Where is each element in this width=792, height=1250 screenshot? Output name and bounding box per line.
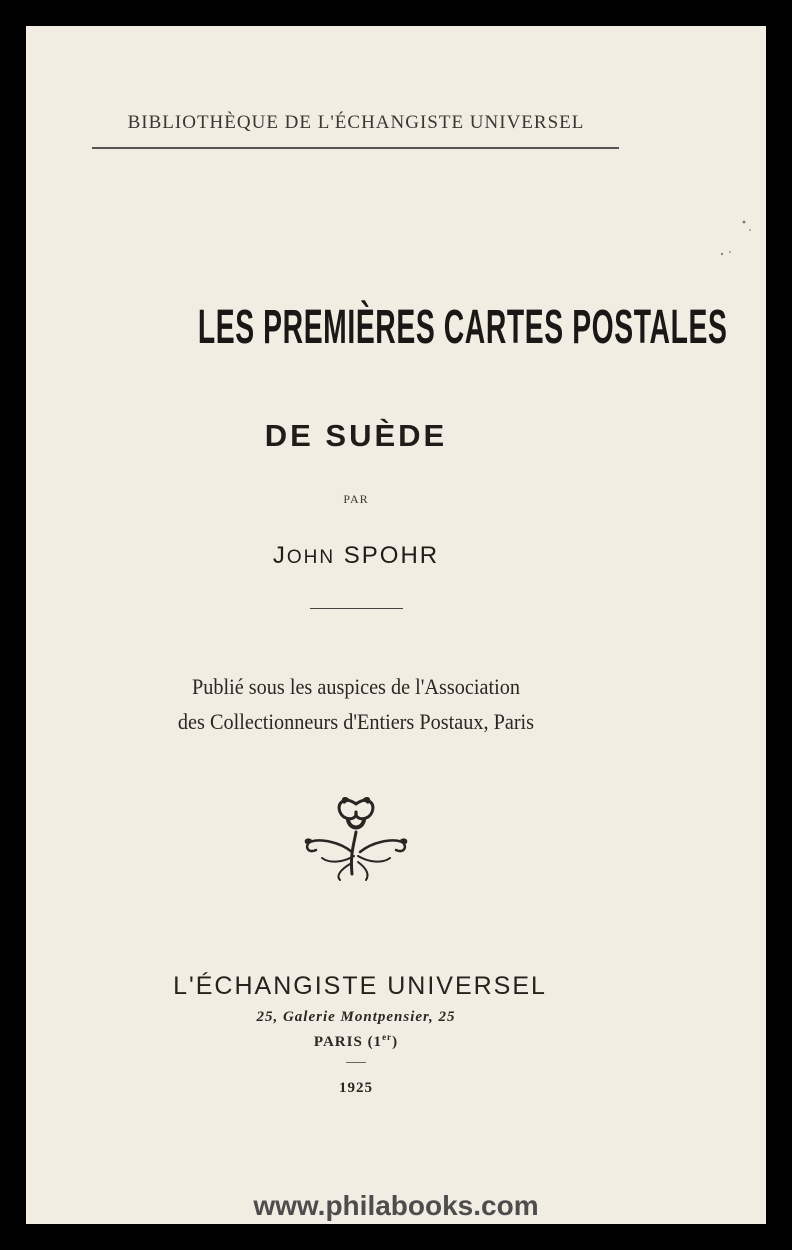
publisher-city-text: PARIS (1 bbox=[313, 1034, 383, 1050]
floral-ornament-icon bbox=[300, 792, 412, 882]
author-last-name: SPOHR bbox=[343, 542, 440, 569]
series-heading: BIBLIOTHÈQUE DE L'ÉCHANGISTE UNIVERSEL bbox=[127, 112, 585, 133]
publisher-city-close: ) bbox=[392, 1034, 399, 1050]
publication-note-line-1: Publié sous les auspices de l'Association bbox=[191, 674, 521, 699]
publication-note-line-2: des Collectionneurs d'Entiers Postaux, Paris bbox=[177, 709, 535, 734]
publisher-city bbox=[200, 1032, 512, 1051]
main-title: LES PREMIÈRES CARTES POSTALES bbox=[197, 301, 728, 354]
year-divider bbox=[346, 1062, 366, 1063]
paper-specks bbox=[700, 214, 760, 264]
publisher-arrondissement: er bbox=[382, 1032, 393, 1042]
watermark-url: www.philabooks.com bbox=[253, 1190, 539, 1221]
author-name bbox=[150, 542, 562, 570]
by-label: PAR bbox=[343, 492, 369, 506]
publication-year: 1925 bbox=[339, 1080, 373, 1096]
author-divider bbox=[310, 608, 403, 609]
publisher-name: L'ÉCHANGISTE UNIVERSEL bbox=[173, 972, 547, 1000]
publisher-address: 25, Galerie Montpensier, 25 bbox=[256, 1009, 456, 1025]
subtitle: DE SUÈDE bbox=[264, 418, 448, 453]
series-divider bbox=[92, 147, 619, 149]
author-first-initial: J bbox=[272, 542, 287, 569]
author-first-rest: OHN bbox=[286, 547, 336, 568]
